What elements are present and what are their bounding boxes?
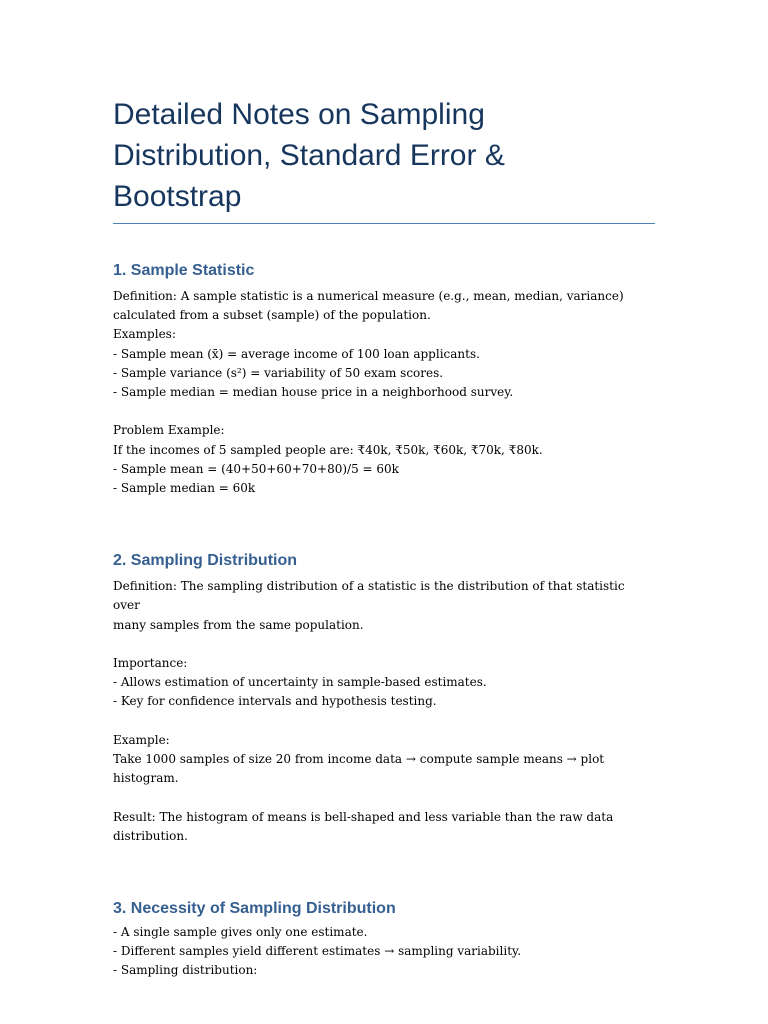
section-sampling-distribution [113,551,655,846]
body-line: distribution. [113,828,188,843]
body-line: Problem Example: [113,423,225,438]
body-line: Importance: [113,656,188,671]
body-line: calculated from a subset (sample) of the population. [113,308,431,323]
blank-line [113,402,655,421]
body-line: Example: [113,732,170,747]
body-line: many samples from the same population. [113,617,364,632]
title-line: Bootstrap [113,180,242,213]
body-line: If the incomes of 5 sampled people are: ₹40k, ₹50k, ₹60k, ₹70k, ₹80k. [113,442,543,457]
body-line: - Allows estimation of uncertainty in sample-based estimates. [113,675,487,690]
body-line: Definition: A sample statistic is a numerical measure (e.g., mean, median, variance) [113,289,624,303]
section-necessity-of-sampling-distribution [113,899,655,981]
body-line: - Sample mean (x̄) = average income of 100 loan applicants. [113,346,480,361]
body-line: - Sample variance (s²) = variability of 50 exam scores. [113,365,444,380]
blank-line [113,635,655,654]
body-line: Examples: [113,327,176,342]
body-line: - Sample mean = (40+50+60+70+80)/5 = 60k [113,461,399,476]
body-line: Result: The histogram of means is bell-shaped and less variable than the raw data [113,809,614,824]
body-line: - A single sample gives only one estimate. [113,925,368,940]
section-heading: 3. Necessity of Sampling Distribution [113,900,396,918]
body-line: Definition: The sampling distribution of a statistic is the distribution of that statistic over [113,579,625,613]
section-sample-statistic [113,261,655,498]
title-line: Distribution, Standard Error & [113,139,505,172]
body-line: - Sample median = median house price in a neighborhood survey. [113,385,514,400]
body-line: - Sample median = 60k [113,481,256,496]
blank-line [113,712,655,731]
document-title [113,94,655,224]
body-line: - Sampling distribution: [113,963,258,978]
blank-line [113,788,655,807]
section-heading: 2. Sampling Distribution [113,552,298,570]
section-heading: 1. Sample Statistic [113,262,255,279]
body-line: - Different samples yield different estimates → sampling variability. [113,944,522,959]
title-line: Detailed Notes on Sampling [113,98,485,131]
document-page [113,94,655,981]
body-line: Take 1000 samples of size 20 from income data → compute sample means → plot histogram. [113,752,605,786]
body-line: - Key for confidence intervals and hypothesis testing. [113,694,437,709]
